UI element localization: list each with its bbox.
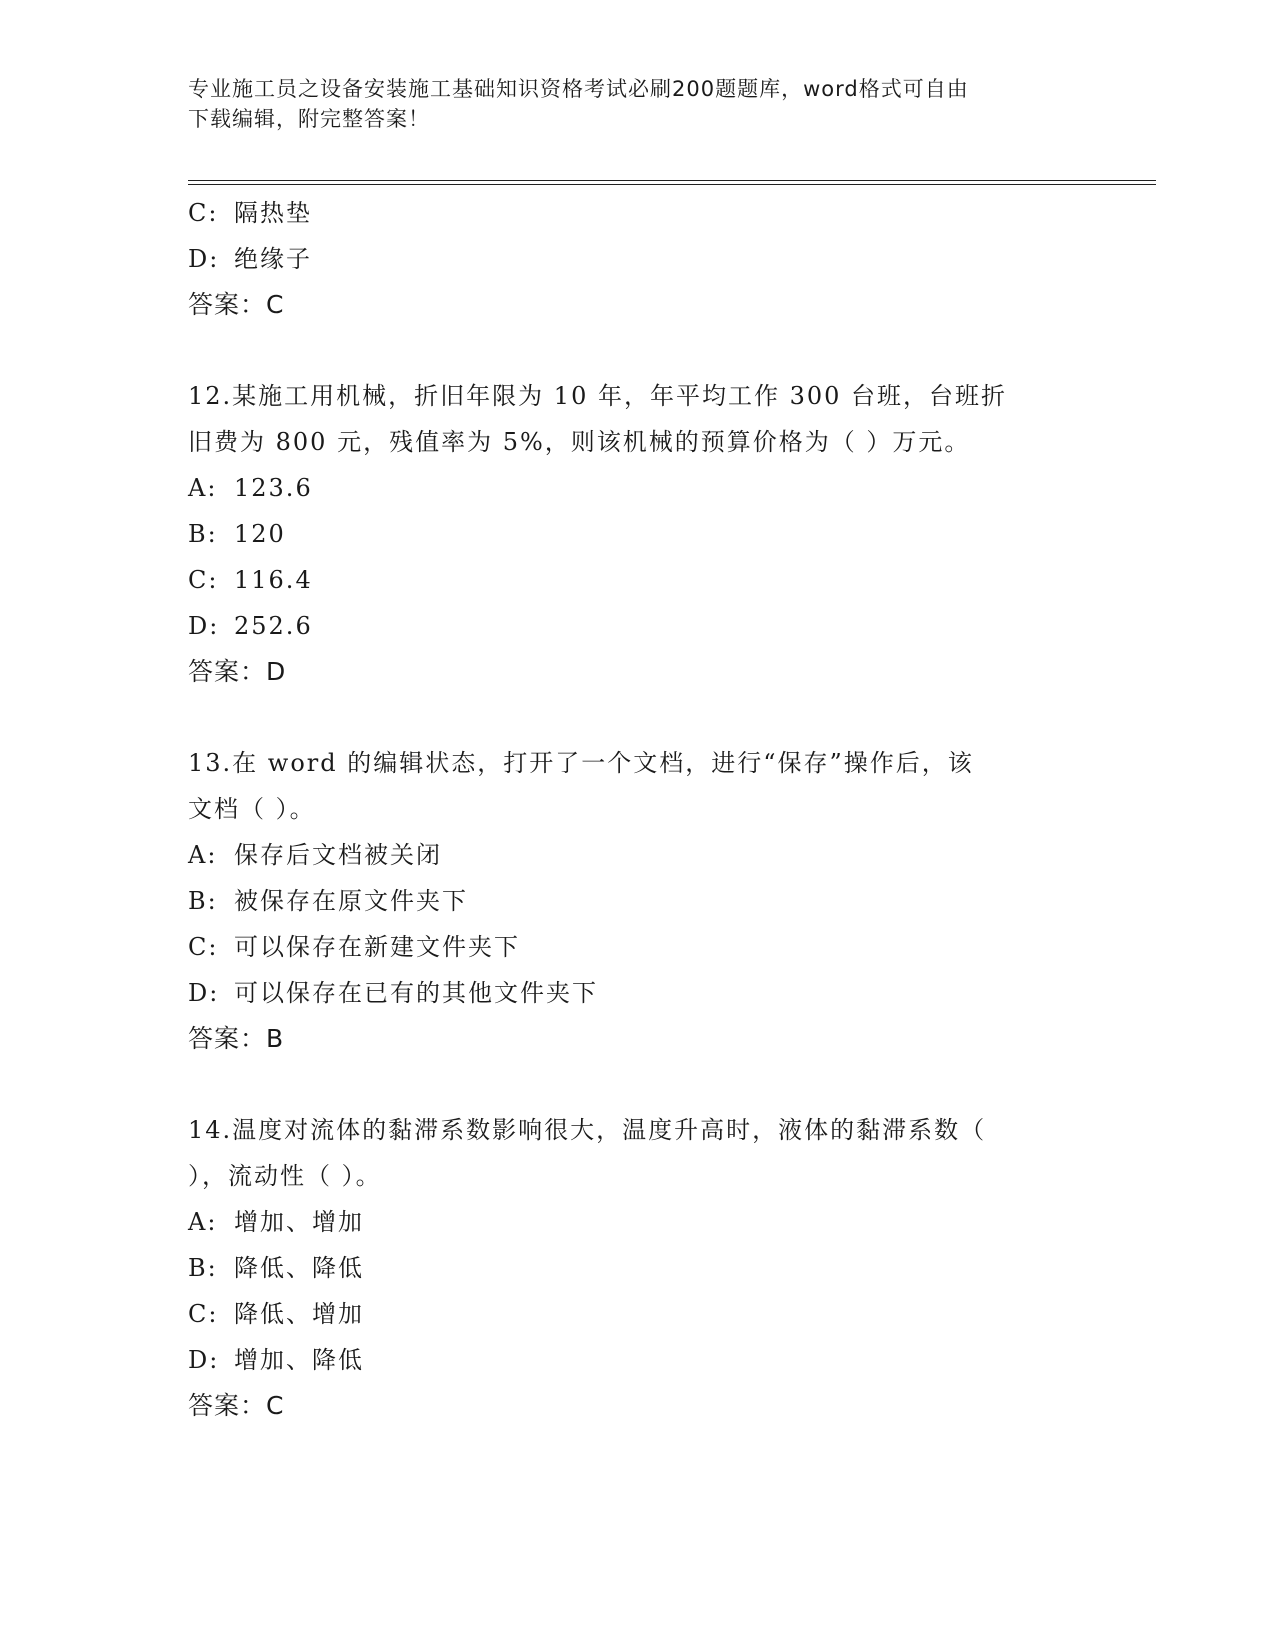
option-a <box>188 832 1068 878</box>
option-text: 可以保存在新建文件夹下 <box>234 933 520 961</box>
option-b <box>188 878 1068 924</box>
option-label: D: <box>188 1346 220 1374</box>
stem-line: 13.在 word 的编辑状态，打开了一个文档，进行“保存”操作后，该 <box>188 749 974 777</box>
stem-line: 14.温度对流体的黏滞系数影响很大，温度升高时，液体的黏滞系数（ <box>188 1116 987 1144</box>
answer-line: 答案：B <box>188 1024 285 1053</box>
option-c <box>188 190 1068 236</box>
option-text: 被保存在原文件夹下 <box>234 887 468 915</box>
option-label: B: <box>188 520 218 548</box>
answer-line: 答案：D <box>188 657 287 686</box>
option-text: 252.6 <box>234 612 313 640</box>
option-text: 116.4 <box>234 566 313 594</box>
document-header <box>188 74 1068 134</box>
option-d <box>188 236 1068 282</box>
option-d <box>188 970 1068 1016</box>
option-d <box>188 1337 1068 1383</box>
option-label: D: <box>188 979 220 1007</box>
option-text: 降低、降低 <box>234 1254 364 1282</box>
option-text: 隔热垫 <box>234 199 312 227</box>
option-text: 可以保存在已有的其他文件夹下 <box>234 979 598 1007</box>
option-label: D: <box>188 612 220 640</box>
option-text: 增加、增加 <box>234 1208 364 1236</box>
stem-line: 文档（ ）。 <box>188 795 316 823</box>
spacer <box>188 328 1068 373</box>
answer-line: 答案：C <box>188 290 285 319</box>
question-14-stem <box>188 1107 1058 1199</box>
option-label: D: <box>188 245 220 273</box>
option-text: 绝缘子 <box>234 245 312 273</box>
spacer <box>188 1062 1068 1107</box>
option-b <box>188 511 1068 557</box>
option-a <box>188 465 1068 511</box>
option-label: C: <box>188 1300 219 1328</box>
option-label: C: <box>188 933 219 961</box>
option-text: 保存后文档被关闭 <box>234 841 442 869</box>
option-label: C: <box>188 566 219 594</box>
option-a <box>188 1199 1068 1245</box>
option-label: A: <box>188 474 218 502</box>
option-c <box>188 924 1068 970</box>
question-13-stem <box>188 740 1058 832</box>
option-label: B: <box>188 887 218 915</box>
stem-line: 旧费为 800 元，残值率为 5%，则该机械的预算价格为（ ）万元。 <box>188 428 971 456</box>
spacer <box>188 695 1068 740</box>
option-label: A: <box>188 841 218 869</box>
option-label: C: <box>188 199 219 227</box>
stem-line: ），流动性（ ）。 <box>188 1162 382 1190</box>
option-label: B: <box>188 1254 218 1282</box>
option-label: A: <box>188 1208 218 1236</box>
answer-line: 答案：C <box>188 1391 285 1420</box>
header-line-1: 专业施工员之设备安装施工基础知识资格考试必刷200题题库，word格式可自由 <box>188 77 969 101</box>
option-c <box>188 1291 1068 1337</box>
header-divider-bottom <box>188 184 1156 185</box>
option-text: 增加、降低 <box>234 1346 364 1374</box>
option-b <box>188 1245 1068 1291</box>
option-c <box>188 557 1068 603</box>
option-text: 123.6 <box>234 474 313 502</box>
stem-line: 12.某施工用机械，折旧年限为 10 年，年平均工作 300 台班，台班折 <box>188 382 1008 410</box>
option-text: 降低、增加 <box>234 1300 364 1328</box>
option-d <box>188 603 1068 649</box>
option-text: 120 <box>234 520 286 548</box>
header-divider-top <box>188 180 1156 181</box>
header-line-2: 下载编辑，附完整答案！ <box>188 107 430 131</box>
question-content <box>188 190 1068 1429</box>
question-12-stem <box>188 373 1058 465</box>
